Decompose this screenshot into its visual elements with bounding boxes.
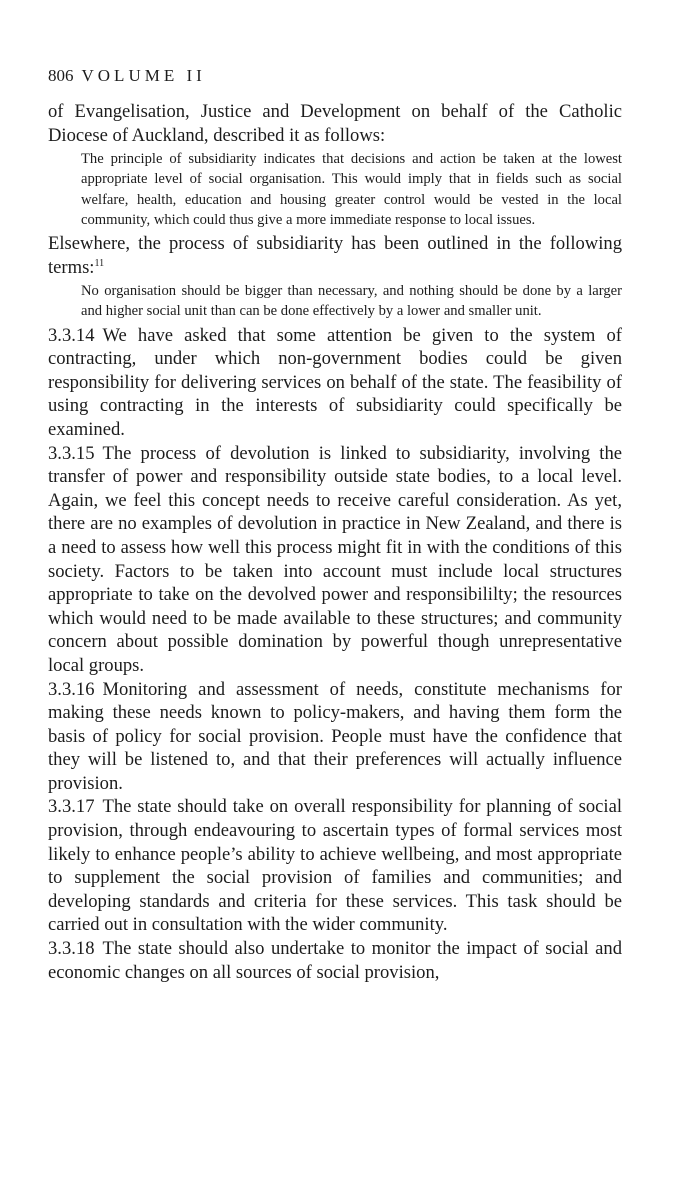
paragraph-3-3-14 [48,324,622,442]
running-head [48,66,622,86]
elsewhere-paragraph [48,232,622,279]
paragraph-3-3-16 [48,678,622,796]
book-page [48,66,622,984]
volume-label: VOLUME II [81,66,206,85]
elsewhere-text: Elsewhere, the process of subsidiarity has been outlined in the following terms: [48,233,622,278]
paragraph-3-3-18 [48,937,622,984]
page-number: 806 [48,66,74,85]
paragraph-text: The state should also undertake to monitor the impact of social and economic changes on all sources of social provision, [48,938,622,983]
paragraph-number: 3.3.17 [48,796,95,818]
block-quote-organisation-size: No organisation should be bigger than necessary, and nothing should be done by a larger and higher social unit than can be done effectively by a lower and smaller unit. [81,283,622,320]
footnote-reference: 11 [94,257,105,269]
paragraph-number: 3.3.14 [48,324,95,346]
paragraph-3-3-17 [48,795,622,937]
paragraph-text: Monitoring and assessment of needs, constitute mechanisms for making these needs known to policy-makers, and having them form the basis of policy for social provision. People must have the confidence that they will be listened to, and that their preferences will actually influence provision. [48,678,622,794]
intro-paragraph: of Evangelisation, Justice and Development on behalf of the Catholic Diocese of Auckland, described it as follows: [48,101,622,146]
paragraph-number: 3.3.15 [48,442,95,464]
paragraph-text: The state should take on overall responsibility for planning of social provision, through endeavouring to ascertain types of formal services most likely to enhance people’s ability to achieve wellbeing, and most appropriate to supplement the social provision of families and communities; and developing standards and criteria for these services. This task should be carried out in consultation with the wider community. [48,796,622,936]
paragraph-number: 3.3.16 [48,678,95,700]
paragraph-text: We have asked that some attention be given to the system of contracting, under which non-government bodies could be given responsibility for delivering services on behalf of the state. The feasibility of using contracting in the interests of subsidiarity could specifically be examined. [48,324,622,440]
paragraph-number: 3.3.18 [48,938,95,960]
block-quote-subsidiarity-principle: The principle of subsidiarity indicates that decisions and action be taken at the lowest appropriate level of social organisation. This would imply that in fields such as social welfare, health, education and housing greater control would be vested in the local community, which could thus give a more immediate response to local issues. [81,151,622,228]
paragraph-3-3-15 [48,442,622,678]
paragraph-text: The process of devolution is linked to subsidiarity, involving the transfer of power and responsibility outside state bodies, to a local level. Again, we feel this concept needs to receive careful consideration. As yet, there are no examples of devolution in practice in New Zealand, and there is a need to assess how well this process might fit in with the conditions of this society. Factors to be taken into account must include local structures appropriate to take on the devolved power and responsibililty; the resources which would need to be made available to these structures; and community concern about possible domination by powerful though unrepresentative local groups. [48,442,622,676]
